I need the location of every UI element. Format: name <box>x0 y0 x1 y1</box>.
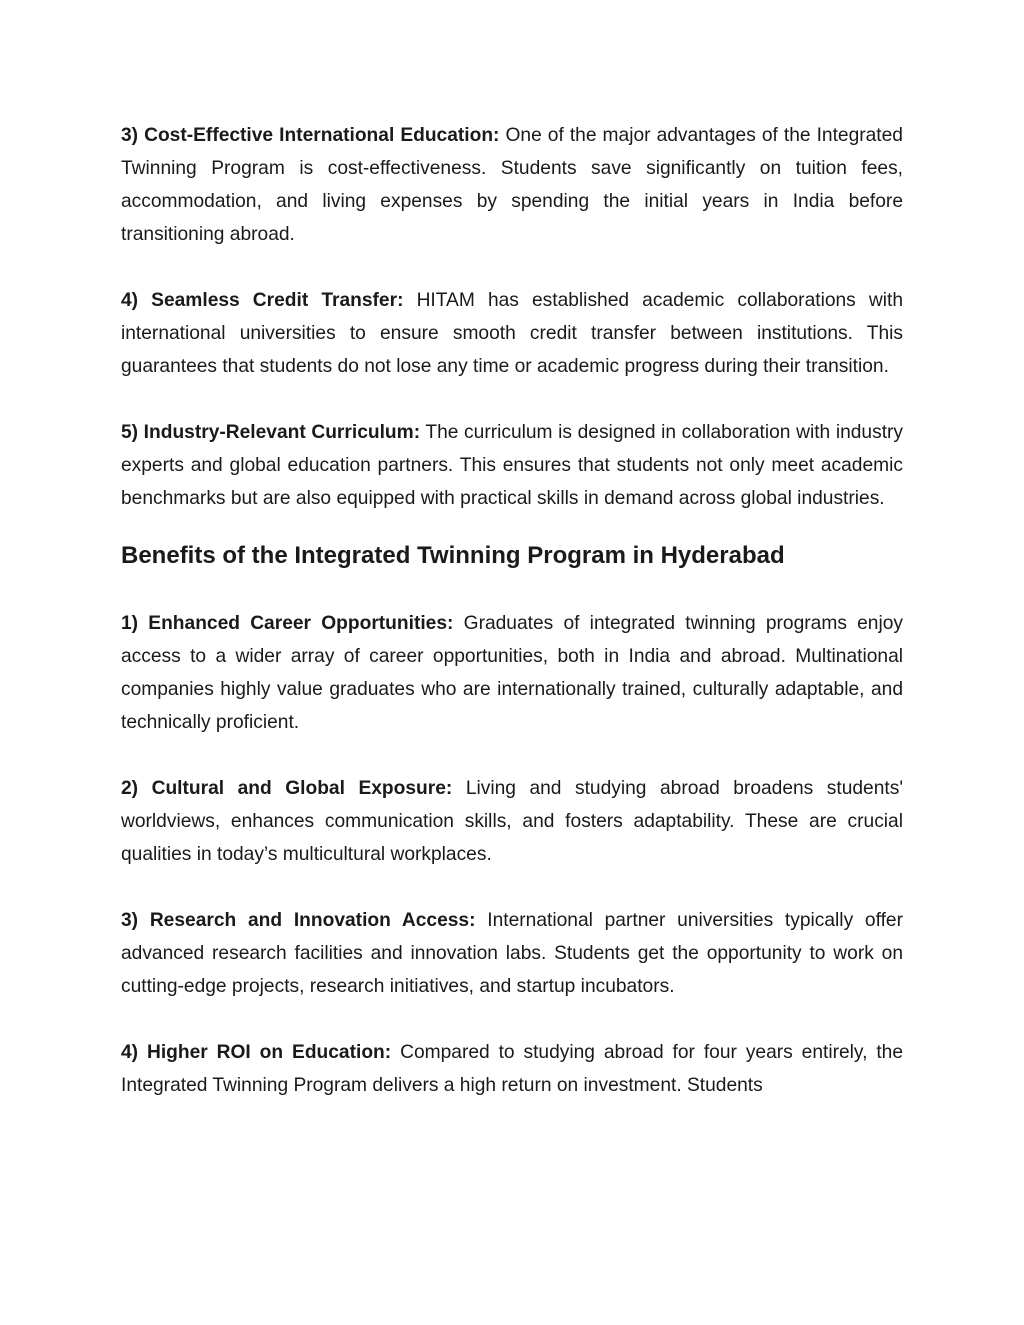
paragraph-body: Living and studying abroad broadens students' worldviews, enhances communication skills, and fosters adaptability. These are crucial qualities in today’s multicultural workplaces. <box>121 778 903 865</box>
paragraph-body: Compared to studying abroad for four years entirely, the Integrated Twinning Program delivers a high return on investment. Students <box>121 1042 903 1096</box>
paragraph-body: The curriculum is designed in collaboration with industry experts and global education partners. This ensures that students not only meet academic benchmarks but are also equipped with practical skills in demand across global industries. <box>121 422 904 509</box>
paragraph-lead: 4) Seamless Credit Transfer: <box>121 290 404 311</box>
paragraph-body: International partner universities typically offer advanced research facilities and innovation labs. Students get the opportunity to work on cutting-edge projects, research initiatives, and startup incubators. <box>121 910 903 997</box>
paragraph-cost-effective-education <box>121 119 903 251</box>
paragraph-lead: 4) Higher ROI on Education: <box>121 1042 392 1063</box>
paragraph-research-innovation-access <box>121 904 903 1003</box>
paragraph-lead: 3) Cost-Effective International Education: <box>121 125 500 146</box>
paragraph-lead: 2) Cultural and Global Exposure: <box>121 778 453 799</box>
paragraph-industry-relevant-curriculum <box>121 416 903 515</box>
paragraph-body: One of the major advantages of the Integrated Twinning Program is cost-effectiveness. Students save significantly on tuition fees, accommodation, and living expenses by spending the initial years in India before transitioning abroad. <box>121 125 903 245</box>
paragraph-body: Graduates of integrated twinning programs enjoy access to a wider array of career opportunities, both in India and abroad. Multinational companies highly value graduates who are internationally trained, culturally adaptable, and technically proficient. <box>121 613 904 733</box>
section-heading-benefits: Benefits of the Integrated Twinning Program in Hyderabad <box>121 542 785 569</box>
paragraph-higher-roi-education <box>121 1036 903 1102</box>
document-page <box>121 119 903 1102</box>
paragraph-cultural-global-exposure <box>121 772 903 871</box>
paragraph-body: HITAM has established academic collaborations with international universities to ensure smooth credit transfer between institutions. This guarantees that students do not lose any time or academic progress during their transition. <box>121 290 903 377</box>
paragraph-lead: 3) Research and Innovation Access: <box>121 910 476 931</box>
paragraph-seamless-credit-transfer <box>121 284 903 383</box>
paragraph-enhanced-career-opportunities <box>121 607 903 739</box>
paragraph-lead: 5) Industry-Relevant Curriculum: <box>121 422 421 443</box>
paragraph-lead: 1) Enhanced Career Opportunities: <box>121 613 454 634</box>
